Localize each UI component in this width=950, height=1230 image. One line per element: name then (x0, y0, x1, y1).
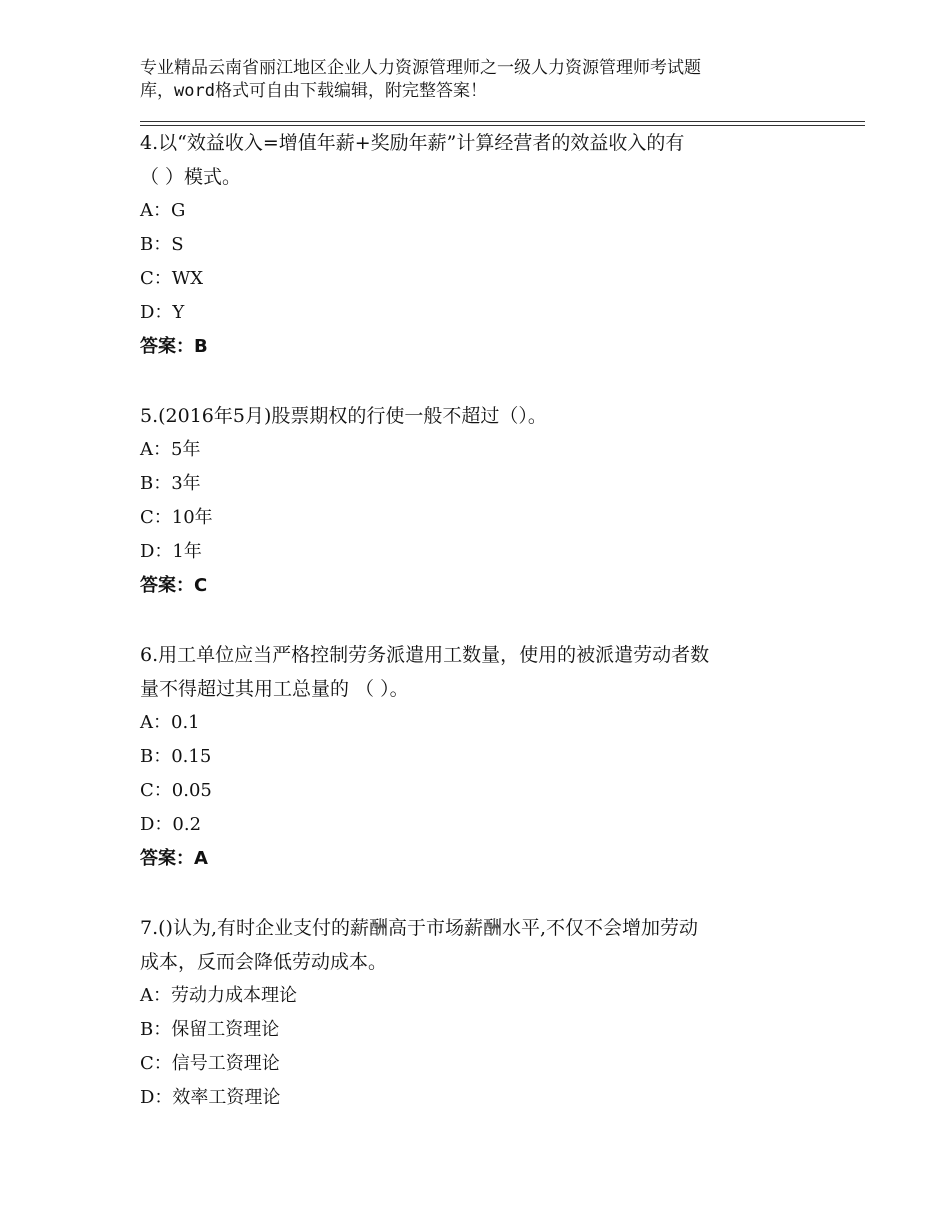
question-7 (140, 911, 840, 1115)
question-text-line: 5.(2016年5月)股票期权的行使一般不超过（）。 (140, 405, 547, 427)
question-text-line: 成本，反而会降低劳动成本。 (140, 951, 388, 973)
document-title-line-2: 库，word格式可自由下载编辑，附完整答案！ (140, 81, 487, 101)
option-b: B：3年 (140, 473, 201, 494)
question-6 (140, 638, 840, 876)
answer-label: 答案：B (140, 336, 208, 357)
option-a: A：劳动力成本理论 (140, 985, 297, 1006)
option-d: D：1年 (140, 541, 202, 562)
question-text-line: 7.()认为,有时企业支付的薪酬高于市场薪酬水平,不仅不会增加劳动 (140, 917, 699, 939)
option-d: D：Y (140, 302, 185, 323)
question-text-line: （ ）模式。 (140, 166, 242, 188)
option-b: B：S (140, 234, 184, 255)
answer-label: 答案：A (140, 848, 208, 869)
option-d: D：效率工资理论 (140, 1087, 281, 1108)
answer-label: 答案：C (140, 575, 208, 596)
option-a: A：G (140, 200, 186, 221)
option-d: D：0.2 (140, 814, 202, 835)
option-c: C：WX (140, 268, 204, 289)
option-a: A：0.1 (140, 712, 200, 733)
option-c: C：0.05 (140, 780, 212, 801)
header-rule-top (140, 121, 865, 122)
question-text-line: 6.用工单位应当严格控制劳务派遣用工数量，使用的被派遣劳动者数 (140, 644, 710, 666)
question-text-line: 4.以“效益收入=增值年薪+奖励年薪”计算经营者的效益收入的有 (140, 132, 685, 154)
document-title-line-1: 专业精品云南省丽江地区企业人力资源管理师之一级人力资源管理师考试题 (140, 58, 701, 78)
question-5 (140, 399, 840, 603)
option-b: B：保留工资理论 (140, 1019, 280, 1040)
option-b: B：0.15 (140, 746, 212, 767)
option-c: C：10年 (140, 507, 213, 528)
option-a: A：5年 (140, 439, 201, 460)
question-4 (140, 126, 840, 364)
question-text-line: 量不得超过其用工总量的 （ ）。 (140, 678, 409, 700)
option-c: C：信号工资理论 (140, 1053, 280, 1074)
